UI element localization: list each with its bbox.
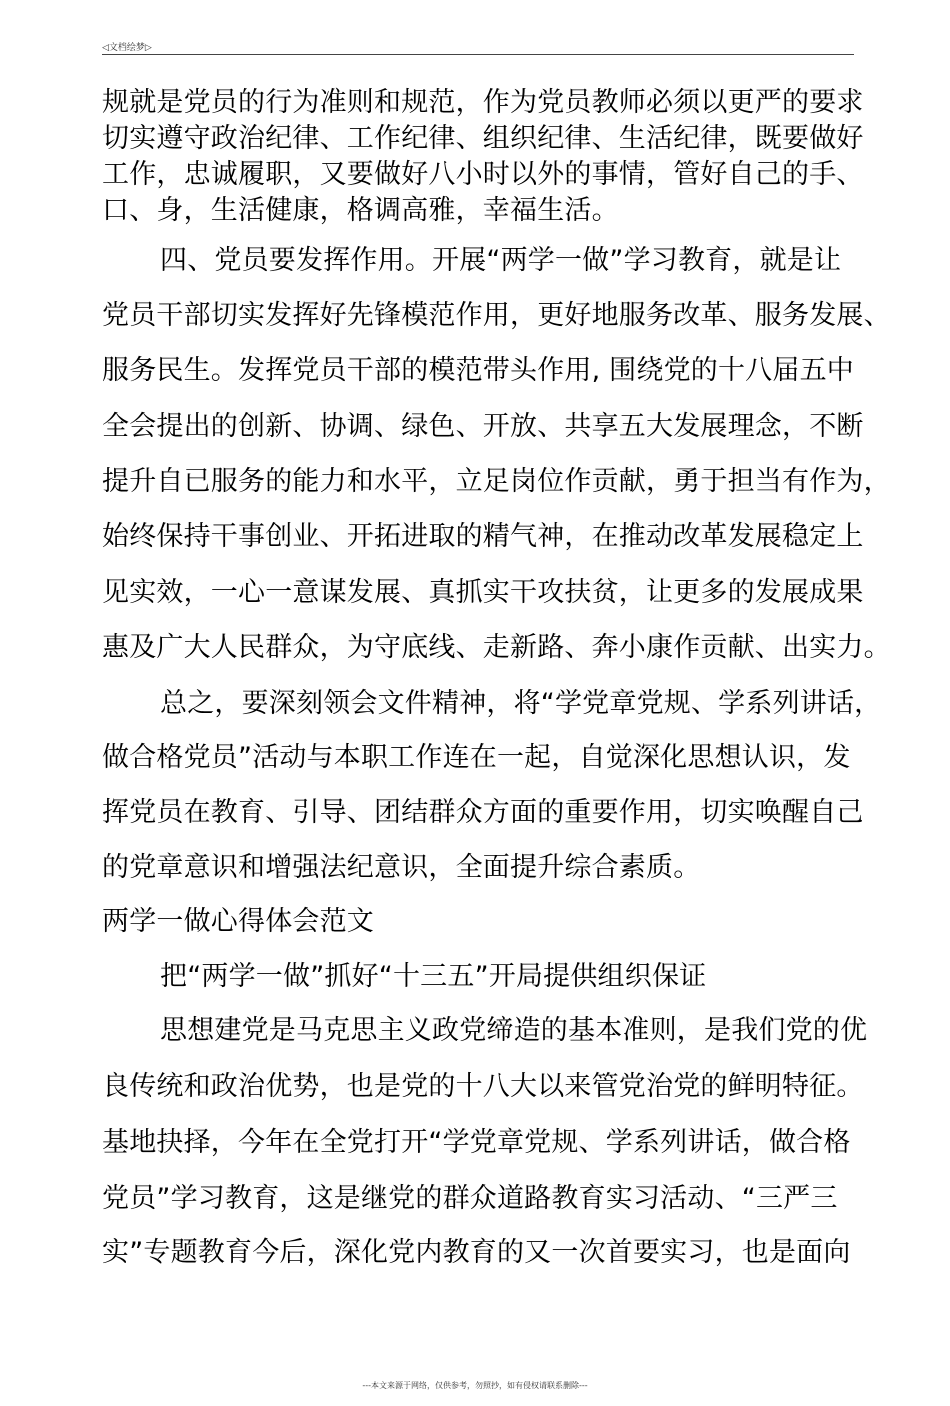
text-line: 实”专题教育今后，深化党内教育的又一次首要实习，也是面向 — [102, 1237, 851, 1268]
text-line: 见实效，一心一意谋发展、真抓实干攻扶贫，让更多的发展成果 — [102, 577, 864, 608]
text-line: 惠及广大人民群众，为守底线、走新路、奔小康作贡献、出实力。 — [102, 632, 891, 663]
text-line: 服务民生。发挥党员干部的模范带头作用, 围绕党的十八届五中 — [102, 355, 854, 386]
page-footer: ---本文来源于网络，仅供参考，勿照抄，如有侵权请联系删除--- — [362, 1381, 588, 1390]
text-line: 工作，忠诚履职，又要做好八小时以外的事情，管好自己的手、 — [102, 159, 864, 190]
text-line: 切实遵守政治纪律、工作纪律、组织纪律、生活纪律，既要做好 — [102, 123, 864, 154]
text-line: 提升自已服务的能力和水平，立足岗位作贡献，勇于担当有作为， — [102, 466, 891, 497]
text-line: 思想建党是马克思主义政党缔造的基本准则，是我们党的优 — [160, 1015, 868, 1046]
text-line: 口、身，生活健康，格调高雅，幸福生活。 — [102, 195, 619, 226]
text-line: 基地抉择，今年在全党打开“学党章党规、学系列讲话，做合格 — [102, 1127, 851, 1158]
text-line: 总之，要深刻领会文件精神，将“学党章党规、学系列讲话， — [160, 688, 882, 719]
text-line: 规就是党员的行为准则和规范，作为党员教师必须以更严的要求 — [102, 87, 864, 118]
text-line: 良传统和政治优势，也是党的十八大以来管党治党的鲜明特征。 — [102, 1071, 864, 1102]
text-line: 全会提出的创新、协调、绿色、开放、共享五大发展理念，不断 — [102, 411, 864, 442]
text-line: 的党章意识和增强法纪意识，全面提升综合素质。 — [102, 852, 701, 883]
text-line: 党员”学习教育，这是继党的群众道路教育实习活动、“三严三 — [102, 1183, 838, 1214]
text-line: 始终保持干事创业、开拓进取的精气神，在推动改革发展稳定上 — [102, 521, 864, 552]
text-line: 挥党员在教育、引导、团结群众方面的重要作用，切实唤醒自己 — [102, 797, 864, 828]
text-line: 四、党员要发挥作用。开展“两学一做”学习教育，就是让 — [160, 245, 842, 276]
text-line: 做合格党员”活动与本职工作连在一起，自觉深化思想认识，发 — [102, 742, 851, 773]
text-line: 党员干部切实发挥好先锋模范作用，更好地服务改革、服务发展、 — [102, 300, 891, 331]
article-title: 把“两学一做”抓好“十三五”开局提供组织保证 — [160, 961, 707, 992]
header-divider — [102, 54, 854, 55]
section-heading: 两学一做心得体会范文 — [102, 906, 374, 937]
header-label: ◁文档绘梦▷ — [102, 43, 152, 53]
